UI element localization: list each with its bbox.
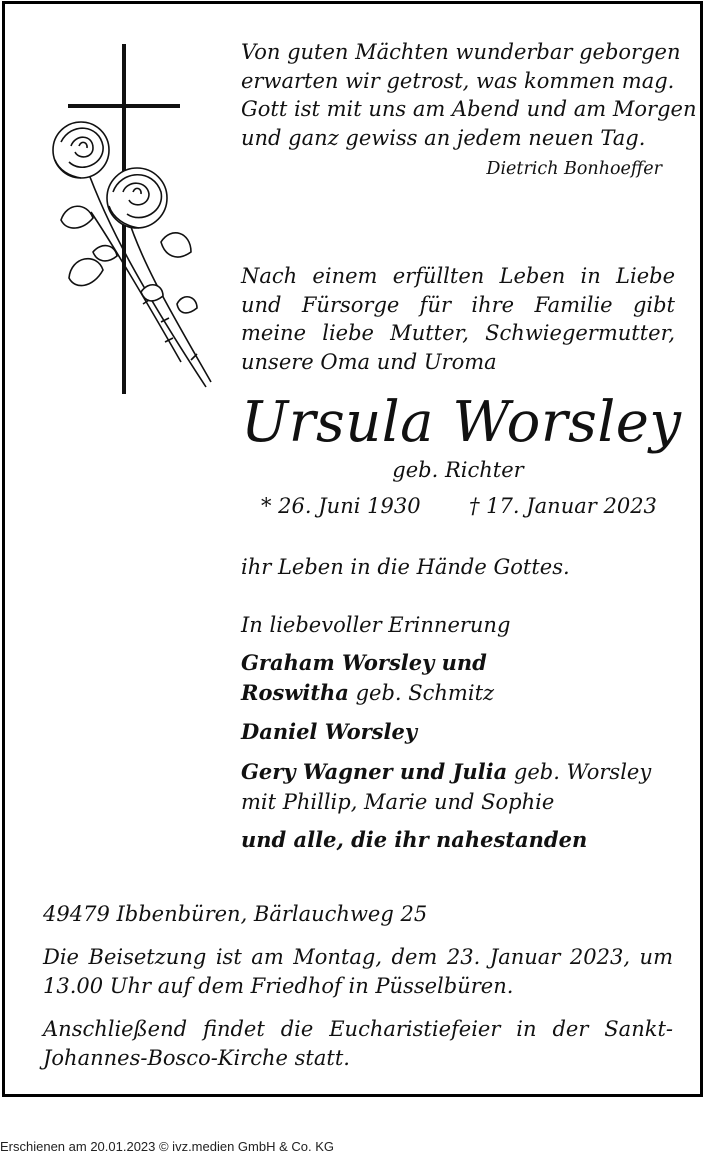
mourner-names: Graham Worsley und (241, 650, 487, 675)
mourner-group-2: Daniel Worsley (241, 719, 418, 744)
mourner-line (241, 757, 651, 787)
closing-text: ihr Leben in die Hände Gottes. (241, 555, 570, 579)
mourner-group-4: und alle, die ihr nahestanden (241, 827, 588, 852)
poem-line: erwarten wir getrost, was kommen mag. (241, 68, 675, 93)
poem-author: Dietrich Bonhoeffer (486, 159, 662, 179)
obituary-frame (2, 1, 703, 1097)
poem-line: Gott ist mit uns am Abend und am Morgen (241, 97, 697, 121)
birth-date: * 26. Juni 1930 (261, 494, 421, 518)
publication-footer: Erschienen am 20.01.2023 © ivz.medien GmbH & Co. KG (0, 1139, 335, 1154)
memory-heading: In liebevoller Erinnerung (241, 613, 511, 637)
intro-text: Nach einem erfüllten Leben in Liebe und Fürsorge für ihre Familie gibt meine liebe Mutter, Schwiegermutter, unsere Oma und Uroma (241, 264, 675, 374)
death-date: † 17. Januar 2023 (469, 494, 657, 518)
mourner-group-1 (241, 648, 494, 708)
poem (241, 38, 697, 152)
deceased-name: Ursula Worsley (241, 390, 682, 455)
address: 49479 Ibbenbüren, Bärlauchweg 25 (43, 902, 428, 926)
mourner-line (241, 678, 494, 708)
mass-info: Anschließend findet die Eucharistiefeier in der Sankt-Johannes-Bosco-Kirche statt. (43, 1017, 673, 1070)
roses-icon (53, 122, 211, 387)
mourner-children: mit Phillip, Marie und Sophie (241, 790, 555, 814)
mourner-maiden: geb. Worsley (507, 760, 652, 784)
mourner-name: Roswitha (241, 680, 349, 705)
mourner-group-3 (241, 757, 651, 817)
mourner-maiden: geb. Schmitz (348, 681, 495, 705)
maiden-name: geb. Richter (392, 458, 524, 482)
poem-line: und ganz gewiss an jedem neuen Tag. (241, 125, 646, 150)
funeral-info: Die Beisetzung ist am Montag, dem 23. Januar 2023, um 13.00 Uhr auf dem Friedhof in Püsselbüren. (43, 945, 673, 998)
poem-line: Von guten Mächten wunderbar geborgen (241, 40, 681, 64)
cross-with-roses-illustration (41, 42, 221, 398)
mourner-names: Gery Wagner und Julia (241, 759, 508, 784)
